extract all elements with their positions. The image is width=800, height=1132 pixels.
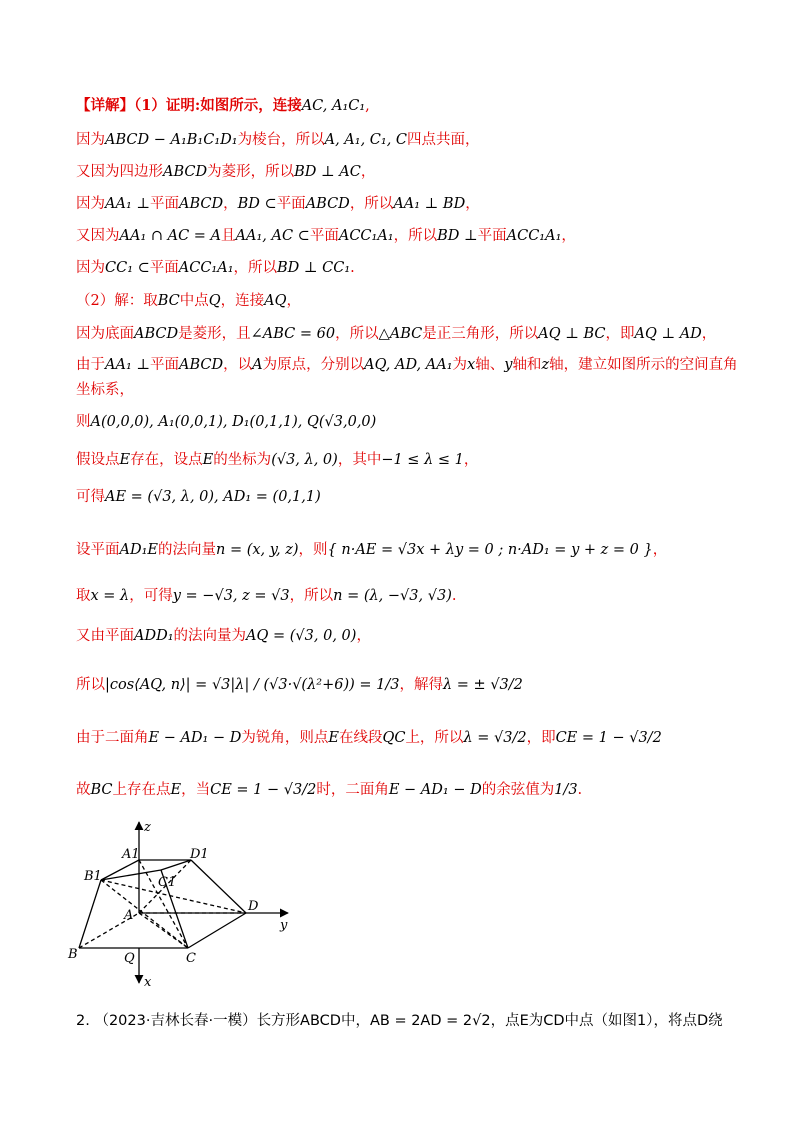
label-A: A xyxy=(124,908,134,923)
solution-line-8: 因为底面ABCD是菱形，且∠ABC = 60，所以△ABC是正三角形，所以AQ ⊥ BC，即AQ ⊥ AD， xyxy=(76,326,717,342)
label-C: C xyxy=(186,951,196,966)
solution-line-13: 可得AE = (√3, λ, 0), AD₁ = (0,1,1) xyxy=(76,489,321,505)
label-A1: A1 xyxy=(122,847,140,862)
solution-line-2: 因为ABCD − A₁B₁C₁D₁为棱台，所以A, A₁, C₁, C四点共面， xyxy=(76,132,480,148)
solution-line-17: 所以|cos⟨AQ, n⟩| = √3|λ| / (√3·√(λ²+6)) = 1/3，解得λ = ± √3/2 xyxy=(76,677,523,693)
solution-line-5: 又因为AA₁ ∩ AC = A且AA₁, AC ⊂平面ACC₁A₁，所以BD ⊥平面ACC₁A₁， xyxy=(76,228,576,244)
solution-line-14: 设平面AD₁E的法向量n = (x, y, z)，则{ n·AE = √3x + λy = 0 ; n·AD₁ = y + z = 0 }， xyxy=(76,542,668,558)
solution-line-1: 【详解】（1）证明:如图所示，连接AC, A₁C₁, xyxy=(76,97,370,114)
solution-line-11: 则A(0,0,0), A₁(0,0,1), D₁(0,1,1), Q(√3,0,0) xyxy=(76,414,377,430)
problem-2-text: 2. （2023·吉林长春·一模）长方形ABCD中，AB = 2AD = 2√2，点E为CD中点（如图1），将点D绕 xyxy=(76,1013,723,1029)
label-C1: C1 xyxy=(158,875,177,890)
solution-line-19: 故BC上存在点E，当CE = 1 − √3/2时，二面角E − AD₁ − D的余弦值为1/3. xyxy=(76,782,583,798)
label-z: z xyxy=(144,820,151,835)
solution-line-9: 由于AA₁ ⊥平面ABCD，以A为原点，分别以AQ, AD, AA₁为x轴、y轴和z轴，建立如图所示的空间直角 xyxy=(76,357,738,373)
solution-line-10: 坐标系， xyxy=(76,382,134,398)
solution-line-15: 取x = λ，可得y = −√3, z = √3，所以n = (λ, −√3, √3). xyxy=(76,588,457,604)
solution-line-12: 假设点E存在，设点E的坐标为(√3, λ, 0)，其中−1 ≤ λ ≤ 1， xyxy=(76,452,479,468)
label-B1: B1 xyxy=(84,869,102,884)
label-y: y xyxy=(280,918,288,933)
solution-line-7: （2）解：取BC中点Q，连接AQ， xyxy=(76,293,302,309)
frustum-figure xyxy=(66,818,306,988)
solution-line-3: 又因为四边形ABCD为菱形，所以BD ⊥ AC， xyxy=(76,164,376,180)
solution-line-4: 因为AA₁ ⊥平面ABCD，BD ⊂平面ABCD，所以AA₁ ⊥ BD， xyxy=(76,196,480,212)
solution-line-16: 又由平面ADD₁的法向量为AQ = (√3, 0, 0)， xyxy=(76,628,371,644)
solution-line-6: 因为CC₁ ⊂平面ACC₁A₁，所以BD ⊥ CC₁. xyxy=(76,260,355,276)
label-D1: D1 xyxy=(190,847,209,862)
label-x: x xyxy=(144,975,152,988)
label-Q: Q xyxy=(124,951,135,966)
label-B: B xyxy=(68,947,78,962)
label-D: D xyxy=(248,899,259,914)
solution-line-18: 由于二面角E − AD₁ − D为锐角，则点E在线段QC上，所以λ = √3/2，即CE = 1 − √3/2 xyxy=(76,730,662,746)
